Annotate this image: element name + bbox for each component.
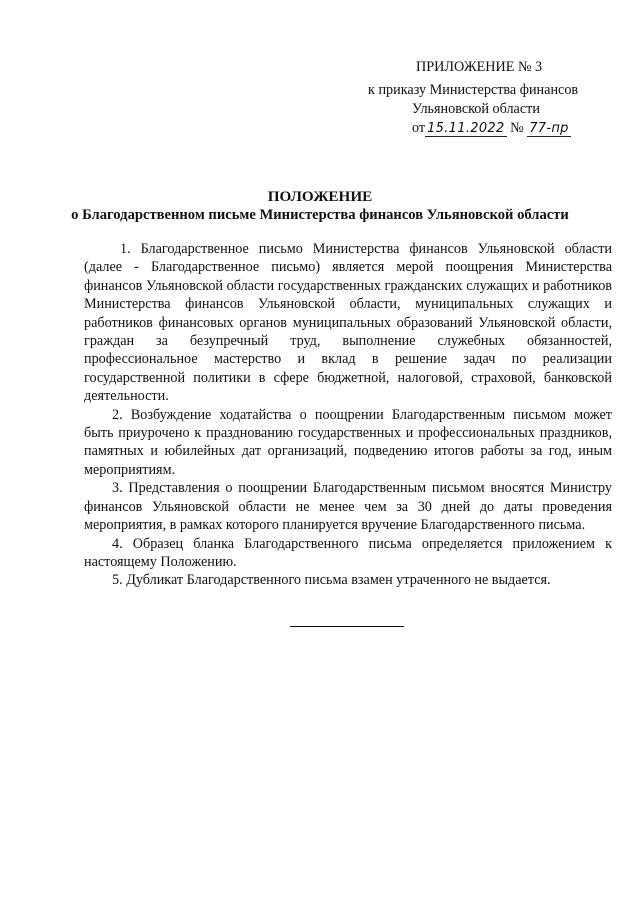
closing-divider [290, 626, 404, 627]
handwritten-number: 77-пр [529, 121, 569, 136]
paragraph-2: 2. Возбуждение ходатайства о поощрении Благодарственным письмом может быть приурочено к празднованию государственных и профессиональных праздников, памятных и юбилейных дат организаций, подведению итогов работы за год, иным мероприятиям. [84, 406, 612, 478]
paragraph-4: 4. Образец бланка Благодарственного письма определяется приложением к настоящему Положению. [84, 535, 612, 570]
document-title: ПОЛОЖЕНИЕ [267, 188, 373, 205]
number-prefix: № [510, 120, 524, 136]
appendix-region-line: Ульяновской области [412, 101, 540, 117]
paragraph-1: 1. Благодарственное письмо Министерства финансов Ульяновской области (далее - Благодарственное письмо) является мерой поощрения Министерства финансов Ульяновской области государственных гражданских служащих и работников Министерства финансов Ульяновской области, муниципальных служащих и работников финансовых органов муниципальных образований Ульяновской области, граждан за безупречный труд, выполнение служебных обязанностей, профессиональное мастерство и вклад в решение задач по реализации государственной политики в сфере бюджетной, налоговой, страховой, банковской деятельности. [84, 241, 612, 405]
paragraph-3: 3. Представления о поощрении Благодарственным письмом вносятся Министру финансов Ульяновской области не менее чем за 30 дней до даты проведения мероприятия, в рамках которого планируется вручение Благодарственного письма. [84, 480, 612, 534]
appendix-order-line: к приказу Министерства финансов [368, 82, 579, 98]
handwritten-date: 15.11.2022 [427, 121, 505, 136]
appendix-date-line [412, 119, 571, 137]
appendix-title: ПРИЛОЖЕНИЕ № 3 [416, 59, 543, 75]
document-body [84, 240, 612, 590]
date-prefix: от [412, 120, 426, 136]
document-subtitle: о Благодарственном письме Министерства финансов Ульяновской области [71, 207, 569, 223]
paragraph-5: 5. Дубликат Благодарственного письма взамен утраченного не выдается. [112, 572, 551, 589]
